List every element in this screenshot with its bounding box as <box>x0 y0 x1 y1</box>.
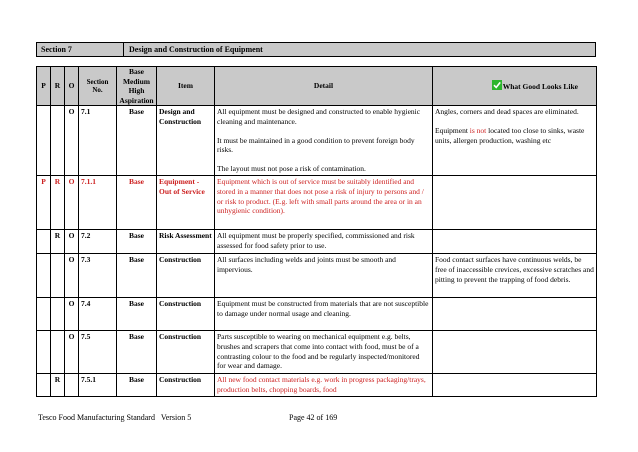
cell-p: P <box>37 176 51 230</box>
cell-r: R <box>51 230 65 254</box>
header-item: Item <box>157 67 215 106</box>
header-section-no-line1: Section <box>86 77 109 86</box>
cell-item: Construction <box>157 374 215 396</box>
cell-item: Risk Assessment <box>157 230 215 254</box>
cell-good <box>433 176 597 230</box>
cell-o: O <box>65 106 79 176</box>
cell-good <box>433 298 597 331</box>
cell-p <box>37 230 51 254</box>
header-aspiration-base: Base <box>129 67 144 76</box>
header-good-label: What Good Looks Like <box>502 82 578 92</box>
header-r: R <box>51 67 65 106</box>
detail-text: All equipment must be designed and constructed to enable hygienic cleaning and maintenance. <box>217 107 421 126</box>
cell-detail <box>215 106 433 176</box>
cell-r <box>51 298 65 331</box>
good-text: Angles, corners and dead spaces are eliminated. <box>435 107 579 117</box>
cell-detail: All surfaces including welds and joints must be smooth and impervious. <box>215 254 433 298</box>
cell-good <box>433 331 597 374</box>
cell-section-no: 7.5 <box>79 331 117 374</box>
cell-section-no: 7.3 <box>79 254 117 298</box>
cell-section-no: 7.2 <box>79 230 117 254</box>
section-title: Design and Construction of Equipment <box>129 45 263 54</box>
header-section-no-line2: No. <box>92 86 103 95</box>
cell-o: O <box>65 331 79 374</box>
cell-level: Base <box>117 374 157 396</box>
cell-section-no: 7.5.1 <box>79 374 117 396</box>
cell-o: O <box>65 176 79 230</box>
header-detail: Detail <box>215 67 433 106</box>
table-row <box>37 331 597 374</box>
cell-section-no: 7.4 <box>79 298 117 331</box>
header-aspiration <box>117 67 157 106</box>
cell-o: O <box>65 254 79 298</box>
cell-section-no: 7.1 <box>79 106 117 176</box>
table-row <box>37 254 597 298</box>
section-number: Section 7 <box>41 45 72 54</box>
cell-p <box>37 254 51 298</box>
cell-p <box>37 374 51 396</box>
cell-detail: All new food contact materials e.g. work in progress packaging/trays, production belts, chopping boards, food <box>215 374 433 396</box>
cell-detail: Equipment must be constructed from materials that are not susceptible to damage under normal usage and cleaning. <box>215 298 433 331</box>
table-row <box>37 374 597 396</box>
cell-o: O <box>65 298 79 331</box>
cell-o <box>65 374 79 396</box>
cell-item: Construction <box>157 331 215 374</box>
cell-r <box>51 254 65 298</box>
cell-item: Construction <box>157 254 215 298</box>
cell-o: O <box>65 230 79 254</box>
table-row <box>37 106 597 176</box>
footer-page-number: Page 42 of 169 <box>289 413 338 422</box>
cell-level: Base <box>117 254 157 298</box>
good-text-highlight: is not <box>469 125 487 135</box>
cell-r: R <box>51 374 65 396</box>
cell-level: Base <box>117 106 157 176</box>
cell-good <box>433 374 597 396</box>
cell-good <box>433 106 597 176</box>
header-section-no <box>79 67 117 106</box>
table-row <box>37 176 597 230</box>
cell-r: R <box>51 176 65 230</box>
header-p: P <box>37 67 51 106</box>
cell-r <box>51 331 65 374</box>
cell-section-no: 7.1.1 <box>79 176 117 230</box>
detail-text: The layout must not pose a risk of contamination. <box>217 163 366 173</box>
cell-detail: Parts susceptible to wearing on mechanical equipment e.g. belts, brushes and scrapers that come into contact with food, must be of a contrasting colour to the food and be regularly inspected/monitored for wear and damage. <box>215 331 433 374</box>
table-row <box>37 298 597 331</box>
header-aspiration-high: High <box>128 86 145 96</box>
section-header-bar <box>36 42 596 57</box>
header-aspiration-aspiration: Aspiration <box>119 95 154 105</box>
footer-document-title: Tesco Food Manufacturing Standard Version 5 <box>38 413 192 422</box>
header-good <box>433 67 597 106</box>
cell-good <box>433 230 597 254</box>
cell-level: Base <box>117 298 157 331</box>
cell-p <box>37 298 51 331</box>
check-icon <box>492 80 502 90</box>
cell-level: Base <box>117 331 157 374</box>
cell-level: Base <box>117 176 157 230</box>
cell-r <box>51 106 65 176</box>
cell-p <box>37 106 51 176</box>
cell-item: Equipment - Out of Service <box>157 176 215 230</box>
header-o: O <box>65 67 79 106</box>
section-divider <box>123 43 124 56</box>
table-header-row <box>37 67 597 106</box>
cell-detail: All equipment must be properly specified, commissioned and risk assessed for food safety prior to use. <box>215 230 433 254</box>
cell-item: Design and Construction <box>157 106 215 176</box>
detail-text: It must be maintained in a good condition to prevent foreign body risks. <box>217 135 415 155</box>
header-aspiration-medium: Medium <box>122 76 151 86</box>
cell-p <box>37 331 51 374</box>
cell-level: Base <box>117 230 157 254</box>
cell-item: Construction <box>157 298 215 331</box>
cell-good: Food contact surfaces have continuous welds, be free of inaccessible crevices, excessive scratches and pitting to prevent the trapping of food debris. <box>433 254 597 298</box>
cell-detail: Equipment which is out of service must be suitably identified and stored in a manner that does not pose a risk of injury to persons and / or risk to product. (E.g. left with small parts around the area or in an unhygienic condition). <box>215 176 433 230</box>
good-text: Equipment <box>435 125 470 135</box>
requirements-table <box>36 66 597 397</box>
good-text: located too close to sinks, waste units, allergen production, washing etc <box>435 125 585 145</box>
table-row <box>37 230 597 254</box>
